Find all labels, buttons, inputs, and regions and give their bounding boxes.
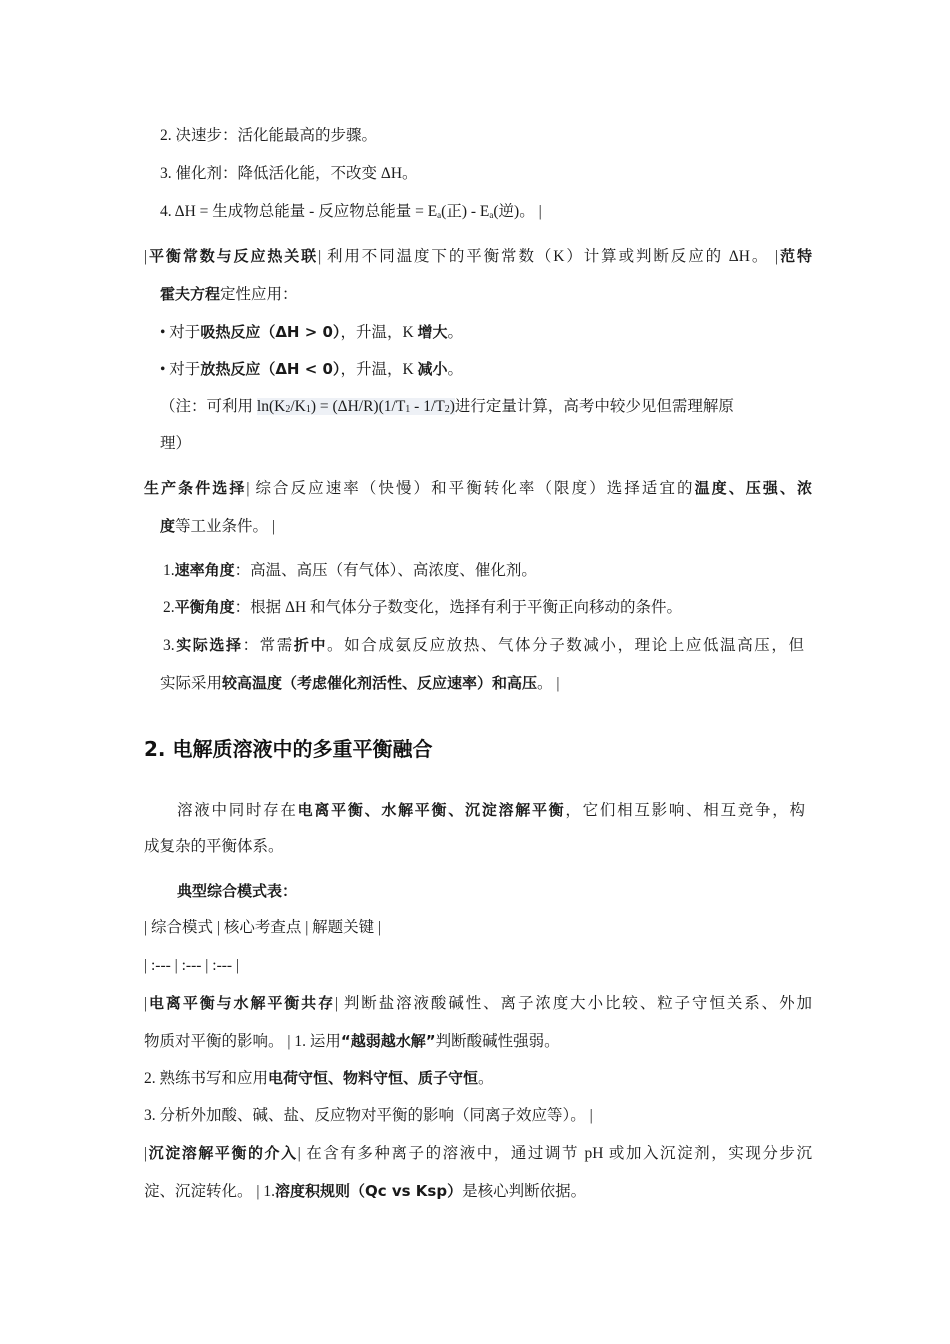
table-caption: 典型综合模式表： (177, 882, 298, 900)
text-line: 淀、沉淀转化。 | 1.溶度积规则（Qc vs Ksp）是核心判断依据。 (144, 1182, 587, 1200)
text-line: 3. 分析外加酸、碱、盐、反应物对平衡的影响（同离子效应等）。 | (144, 1107, 593, 1124)
paragraph-multiple-equilibria: 溶液中同时存在电离平衡、水解平衡、沉淀溶解平衡，它们相互影响、相互竞争，构 (177, 801, 805, 819)
table-separator-row: | :--- | :--- | :--- | (144, 957, 240, 974)
note-vant-hoff: （注：可利用 ln(K2/K1) = (ΔH/R)(1/T1 - 1/T2)进行定量计算，高考中较少见但需理解原 (160, 398, 734, 415)
table-row-precipitation: |沉淀溶解平衡的介入| 在含有多种离子的溶液中，通过调节 pH 或加入沉淀剂，实现分步沉 (144, 1144, 812, 1162)
text-line: 实际采用较高温度（考虑催化剂活性、反应速率）和高压。 | (160, 674, 560, 692)
text-line: 度等工业条件。 | (160, 517, 275, 535)
list-item-rate-determining-step: 2. 决速步：活化能最高的步骤。 (160, 127, 378, 144)
text-line: 霍夫方程定性应用： (160, 285, 298, 303)
table-row-equilibrium-constant: |平衡常数与反应热关联| 利用不同温度下的平衡常数（K）计算或判断反应的 ΔH。 |范特 (144, 247, 812, 265)
text-line: 2. 熟练书写和应用电荷守恒、物料守恒、质子守恒。 (144, 1069, 494, 1087)
list-item-practical-choice: 3.实际选择：常需折中。如合成氨反应放热、气体分子数减小，理论上应低温高压，但 (163, 636, 804, 654)
text-line: 物质对平衡的影响。 | 1. 运用“越弱越水解”判断酸碱性强弱。 (144, 1032, 560, 1050)
list-item-equilibrium-angle: 2.平衡角度：根据 ΔH 和气体分子数变化，选择有利于平衡正向移动的条件。 (163, 598, 683, 616)
table-header-row: | 综合模式 | 核心考查点 | 解题关键 | (144, 919, 382, 936)
vant-hoff-formula: ln(K2/K1) = (ΔH/R)(1/T1 - 1/T2) (256, 398, 455, 415)
bullet-exothermic: • 对于放热反应（ΔH < 0），升温，K 减小。 (160, 360, 464, 378)
text-line: 理） (160, 435, 192, 452)
section-heading: 2. 电解质溶液中的多重平衡融合 (144, 737, 433, 761)
list-item-rate-angle: 1.速率角度：高温、高压（有气体）、高浓度、催化剂。 (163, 561, 537, 579)
text-line: 成复杂的平衡体系。 (144, 838, 284, 855)
table-row-ionization-hydrolysis: |电离平衡与水解平衡共存| 判断盐溶液酸碱性、离子浓度大小比较、粒子守恒关系、外加 (144, 994, 812, 1012)
list-item-catalyst: 3. 催化剂：降低活化能，不改变 ΔH。 (160, 165, 418, 182)
list-item-enthalpy-formula: 4. ΔH = 生成物总能量 - 反应物总能量 = $E_a$(正) - $E_a$(逆)。 | (160, 203, 542, 220)
table-row-production-conditions: 生产条件选择| 综合反应速率（快慢）和平衡转化率（限度）选择适宜的温度、压强、浓 (144, 479, 812, 497)
bullet-endothermic: • 对于吸热反应（ΔH > 0），升温，K 增大。 (160, 323, 464, 341)
